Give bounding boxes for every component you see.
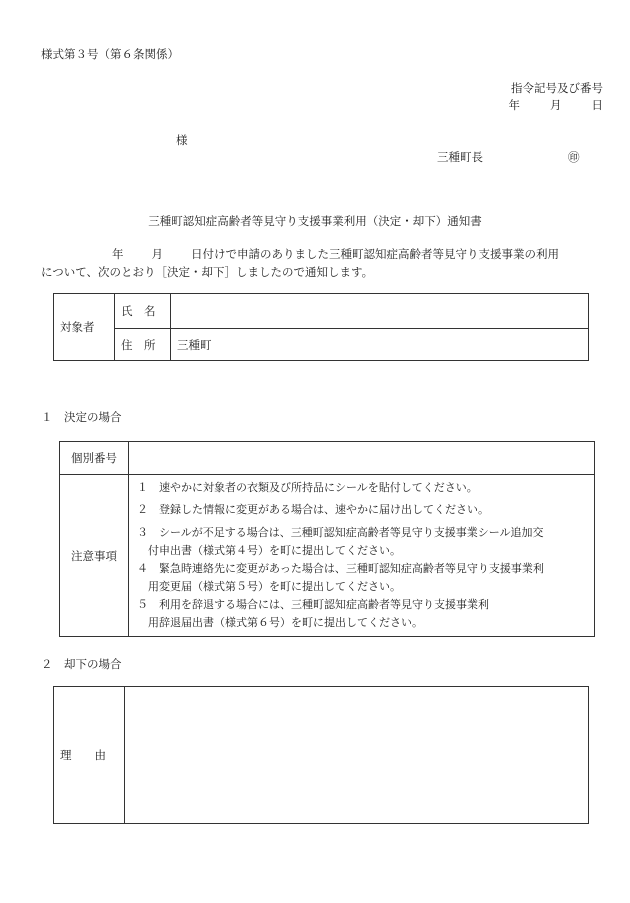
date-day: 日: [591, 98, 603, 112]
section-rejection-heading: ２ 却下の場合: [41, 657, 122, 671]
address-label: 住 所: [115, 329, 171, 361]
note-item: ２ 登録した情報に変更がある場合は、速やかに届け出してください。: [137, 503, 489, 516]
date-month: 月: [550, 98, 562, 112]
intro-line-1: [112, 246, 559, 262]
seal-mark: ㊞: [568, 150, 580, 164]
reference-number-label: 指令記号及び番号: [511, 81, 603, 95]
intro-year: 年: [112, 247, 124, 261]
date-line: [509, 97, 604, 113]
intro-month: 月: [151, 247, 163, 261]
intro-line-2: について、次のとおり［決定・却下］しましたので通知します。: [41, 265, 374, 279]
notes-cell: [129, 475, 595, 637]
intro-text-1: 日付けで申請のありました三種町認知症高齢者等見守り支援事業の利用: [191, 247, 559, 261]
note-item-continued: 用変更届（様式第５号）を町に提出してください。: [148, 580, 401, 593]
note-item-continued: 付申出書（様式第４号）を町に提出してください。: [148, 544, 401, 557]
document-title: 三種町認知症高齢者等見守り支援事業利用（決定・却下）通知書: [148, 214, 482, 228]
note-item-continued: 用辞退届出書（様式第６号）を町に提出してください。: [148, 616, 423, 629]
issuer-name: 三種町長: [437, 150, 483, 164]
name-label: 氏 名: [115, 294, 171, 329]
id-number-label: 個別番号: [60, 442, 129, 475]
note-item: ５ 利用を辞退する場合には、三種町認知症高齢者等見守り支援事業利: [137, 598, 489, 611]
note-item: １ 速やかに対象者の衣類及び所持品にシールを貼付してください。: [137, 481, 478, 494]
form-label: 様式第３号（第６条関係）: [41, 47, 179, 61]
addressee-suffix: 様: [176, 133, 188, 147]
note-item: ４ 緊急時連絡先に変更があった場合は、三種町認知症高齢者等見守り支援事業利: [137, 562, 544, 575]
reason-field[interactable]: [125, 687, 589, 824]
subject-table: [53, 293, 589, 361]
notes-label: 注意事項: [60, 475, 129, 637]
reason-label: 理 由: [54, 687, 125, 824]
rejection-table: [53, 686, 589, 824]
name-field[interactable]: [171, 294, 589, 329]
note-item: ３ シールが不足する場合は、三種町認知症高齢者等見守り支援事業シール追加交: [137, 526, 544, 539]
address-field[interactable]: 三種町: [171, 329, 589, 361]
subject-header: 対象者: [54, 294, 115, 361]
approval-table: [59, 441, 595, 637]
date-year: 年: [508, 98, 520, 112]
section-approval-heading: １ 決定の場合: [41, 410, 122, 424]
id-number-field[interactable]: [129, 442, 595, 475]
